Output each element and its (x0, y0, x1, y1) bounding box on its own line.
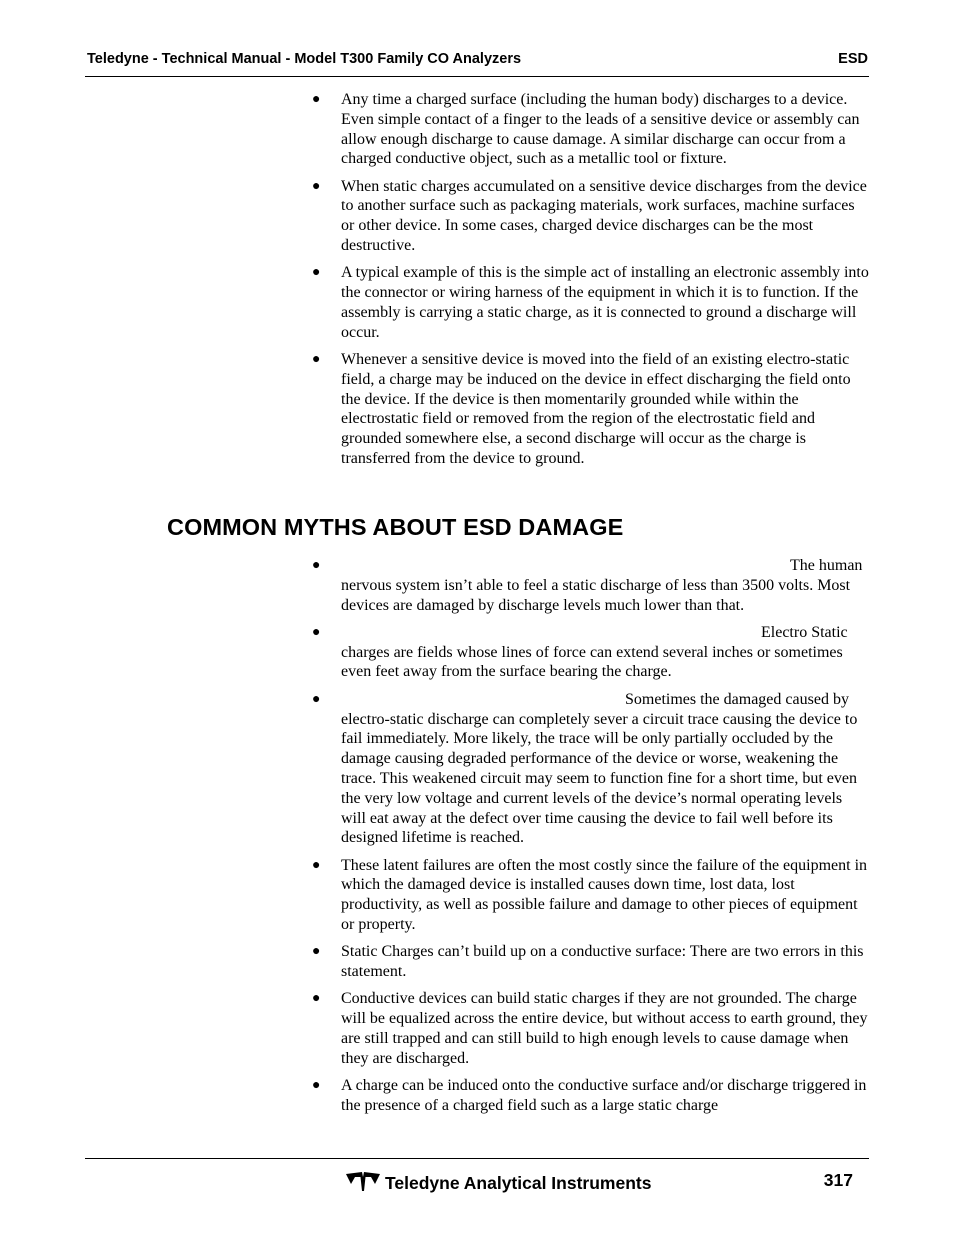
list-item: ● Any time a charged surface (including the human body) discharges to a device. Even simple contact of a finger to the leads of a sensitive device or assembly can allow enough discharge to cause damage. A similar discharge can occur from a charged conductive object, such as a metallic tool or fixture. (312, 91, 860, 168)
list-item: ● Sometimes the damaged caused by electro-static discharge can completely sever a circuit trace causing the device to fail immediately. More likely, the trace will be only partially occluded by the damage causing degraded performance of the device or worse, weakening the trace. This weakened circuit may seem to function fine for a short time, but even the very low voltage and current levels of the device’s normal operating levels will eat away at the defect over time causing the device to fail well before its designed lifetime is reached. (312, 690, 858, 847)
bullet-icon: ● (312, 944, 321, 960)
bullet-icon: ● (312, 624, 321, 640)
manual-title: Teledyne - Technical Manual - Model T300 Family CO Analyzers (87, 51, 522, 67)
esd-myths-list (308, 556, 870, 1123)
esd-discharge-list (308, 90, 870, 476)
teledyne-logo-icon (345, 1170, 385, 1197)
list-item: ● A charge can be induced onto the conductive surface and/or discharge triggered in the presence of a charged field such as a large static charge (312, 1077, 867, 1114)
section-label: ESD (838, 51, 868, 67)
bullet-icon: ● (312, 558, 321, 573)
page-number: 317 (823, 1170, 853, 1190)
page-header (87, 51, 868, 71)
list-item: ● Conductive devices can build static charges if they are not grounded. The charge will be equalized across the entire device, but without access to earth ground, they are still trapped and can still build to high enough levels to cause damage when they are discharged. (312, 990, 868, 1067)
bullet-icon: ● (312, 1078, 321, 1094)
page-footer (85, 1168, 869, 1194)
header-rule (85, 76, 869, 77)
brand-name: Teledyne Analytical Instruments (385, 1173, 652, 1193)
bullet-icon: ● (312, 352, 321, 368)
list-item: ● A typical example of this is the simple act of installing an electronic assembly into the connector or wiring harness of the equipment in which it is to function. If the assembly is carrying a static charge, as it is connected to ground a discharge will occur. (312, 264, 869, 341)
list-item: ● Static Charges can’t build up on a conductive surface: There are two errors in this statement. (312, 943, 864, 981)
list-item: ● When static charges accumulated on a sensitive device discharges from the device to another surface such as packaging materials, work surfaces, machine surfaces or other device. In some cases, charged device discharges can be the most destructive. (312, 177, 867, 255)
section-heading: COMMON MYTHS ABOUT ESD DAMAGE (167, 514, 624, 540)
list-item: ● The human nervous system isn’t able to feel a static discharge of less than 3500 volts. Most devices are damaged by discharge levels much lower than that. (312, 557, 863, 614)
bullet-icon: ● (312, 857, 321, 873)
list-item: ● These latent failures are often the most costly since the failure of the equipment in which the damaged device is installed causes down time, lost data, lost productivity, as well as possible failure and damage to other pieces of equipment or property. (312, 856, 868, 934)
footer-rule (85, 1158, 869, 1159)
bullet-icon: ● (312, 92, 321, 107)
bullet-icon: ● (312, 178, 321, 194)
list-item: ● Electro Static charges are fields whose lines of force can extend several inches or sometimes even feet away from the surface bearing the charge. (312, 623, 848, 681)
bullet-icon: ● (312, 991, 321, 1007)
bullet-icon: ● (312, 265, 321, 281)
footer-brand (345, 1170, 651, 1197)
list-item: ● Whenever a sensitive device is moved into the field of an existing electro-static field, a charge may be induced on the device in effect discharging the field onto the device. If the device is then momentarily grounded while within the electrostatic field or removed from the region of the electrostatic field and grounded somewhere else, a second discharge will occur as the charge is transferred from the device to ground. (312, 351, 851, 468)
bullet-icon: ● (312, 691, 321, 707)
